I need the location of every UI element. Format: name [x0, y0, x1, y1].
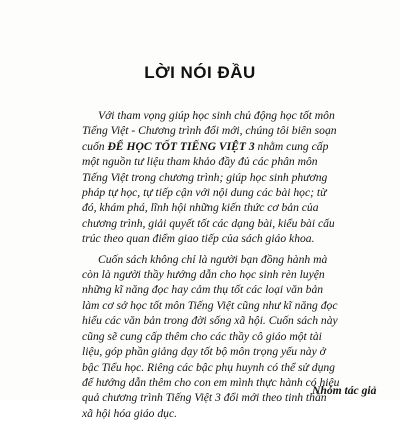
book-title: ĐỂ HỌC TỐT TIẾNG VIỆT 3: [107, 139, 255, 153]
paragraph-line: trúc theo quan điểm giao tiếp của sách giáo khoa.: [82, 232, 315, 246]
paragraph-line: bậc Tiểu học. Riêng các bậc phụ huynh có thể sử dụng: [82, 360, 335, 374]
paragraph-line: còn là người thầy hướng dẫn cho học sinh rèn luyện: [82, 268, 325, 282]
paragraph-line: để hướng dẫn thêm cho con em mình thực hành có hiệu: [82, 375, 340, 389]
text-segment: nhằm cung cấp: [254, 139, 329, 153]
paragraph-line-with-title: [82, 139, 374, 154]
paragraph-line: Với tham vọng giúp học sinh chủ động học tốt môn: [98, 109, 335, 122]
paragraph-1: [82, 108, 374, 247]
preface-body: [82, 108, 377, 426]
text-segment: cuốn: [82, 139, 108, 153]
paragraph-line: cũng sẽ cung cấp thêm cho các thầy cô giáo một tài: [82, 329, 322, 343]
paragraph-line: hiểu các văn bản trong đời sống xã hội. Cuốn sách này: [82, 314, 338, 328]
paragraph-line: Tiếng Việt - Chương trình đổi mới, chúng tôi biên soạn: [82, 124, 337, 138]
paragraph-line: làm cơ sở học tốt môn Tiếng Việt cũng như kĩ năng đọc: [82, 298, 338, 312]
paragraph-line: một nguồn tư liệu tham khảo đầy đủ các phân môn: [82, 155, 318, 169]
paragraph-line: pháp tự học, tự tiếp cận với nội dung các bài học; từ: [82, 186, 327, 200]
paragraph-line: xã hội hóa giáo dục.: [82, 406, 177, 420]
paragraph-line: đó, khám phá, lĩnh hội những kiến thức cơ bản của: [82, 201, 319, 215]
page-heading: LỜI NÓI ĐẦU: [144, 63, 256, 82]
paragraph-line: chương trình, giải quyết tốt các dạng bài, kiểu bài cấu: [82, 216, 335, 230]
paragraph-line: Cuốn sách không chỉ là người bạn đồng hành mà: [98, 252, 328, 266]
paragraph-line: những kĩ năng đọc hay cảm thụ tốt các loại văn bản: [82, 283, 324, 297]
author-signature: Nhóm tác giả: [312, 384, 377, 397]
paragraph-line: quả chương trình Tiếng Việt 3 đổi mới theo tinh thần: [82, 391, 327, 405]
paragraph-line: Tiếng Việt trong chương trình; giúp học sinh phương: [82, 170, 328, 184]
paragraph-line: liệu, góp phần giảng dạy tốt bộ môn trọng yếu này ở: [82, 345, 326, 359]
